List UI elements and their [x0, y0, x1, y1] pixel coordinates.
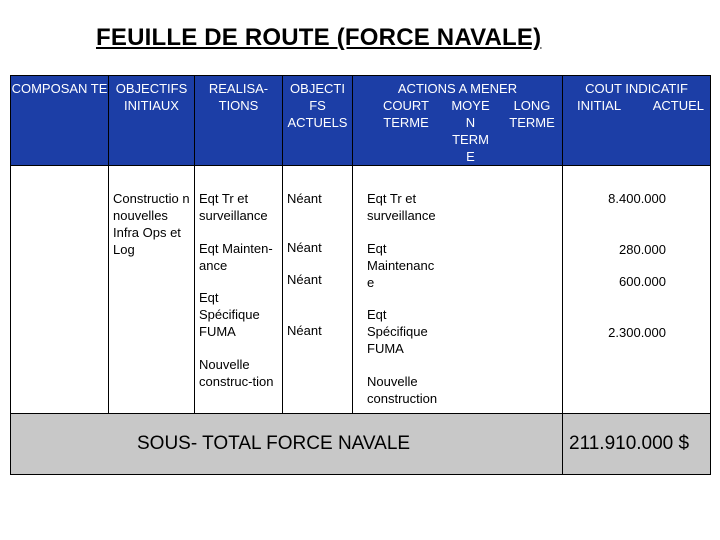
- header-objectifs-initiaux: OBJECTIFS INITIAUX: [109, 76, 195, 166]
- list-item: Néant: [287, 323, 322, 338]
- list-item: Eqt Maintenanc e: [367, 241, 435, 290]
- header-initial: INITIAL: [577, 98, 622, 113]
- cell-objectifs-initiaux: Constructio n nouvelles Infra Ops et Log: [109, 166, 195, 414]
- subtotal-value: 211.910.000 $: [563, 414, 711, 475]
- header-actions-title: ACTIONS A MENER: [397, 81, 518, 96]
- list-item: Nouvelle construction: [367, 374, 438, 406]
- header-court-terme: COURT TERME: [383, 98, 429, 130]
- list-item: Eqt Tr et surveillance: [199, 191, 268, 223]
- header-realisations: REALISA- TIONS: [195, 76, 283, 166]
- header-moyen-terme: MOYE N TERM E: [451, 98, 490, 164]
- page-title: FEUILLE DE ROUTE (FORCE NAVALE): [96, 24, 542, 51]
- roadmap-table: [10, 75, 711, 475]
- list-item: Nouvelle construc-tion: [199, 357, 274, 389]
- header-cout: [563, 76, 711, 166]
- list-item: 600.000: [619, 274, 666, 289]
- header-composante: COMPOSAN TE: [11, 76, 109, 166]
- header-long-terme: LONG TERME: [509, 98, 555, 130]
- cell-couts: [563, 166, 711, 414]
- subtotal-label: SOUS- TOTAL FORCE NAVALE: [11, 414, 563, 475]
- cell-realisations: [195, 166, 283, 414]
- list-item: Eqt Spécifique FUMA: [367, 307, 428, 356]
- list-item: 280.000: [619, 242, 666, 257]
- list-item: Néant: [287, 272, 322, 287]
- header-cout-title: COUT INDICATIF: [585, 81, 688, 96]
- list-item: Eqt Mainten- ance: [199, 241, 273, 273]
- cell-objectifs-actuels: [283, 166, 353, 414]
- header-actuel: ACTUEL: [652, 98, 704, 113]
- header-objectifs-actuels: OBJECTI FS ACTUELS: [283, 76, 353, 166]
- cell-composante: [11, 166, 109, 414]
- list-item: Néant: [287, 240, 322, 255]
- list-item: 2.300.000: [608, 325, 666, 340]
- header-actions: [353, 76, 563, 166]
- list-item: Eqt Spécifique FUMA: [199, 290, 260, 339]
- list-item: Eqt Tr et surveillance: [367, 191, 436, 223]
- list-item: Néant: [287, 191, 322, 206]
- cell-actions: [353, 166, 563, 414]
- list-item: 8.400.000: [608, 191, 666, 206]
